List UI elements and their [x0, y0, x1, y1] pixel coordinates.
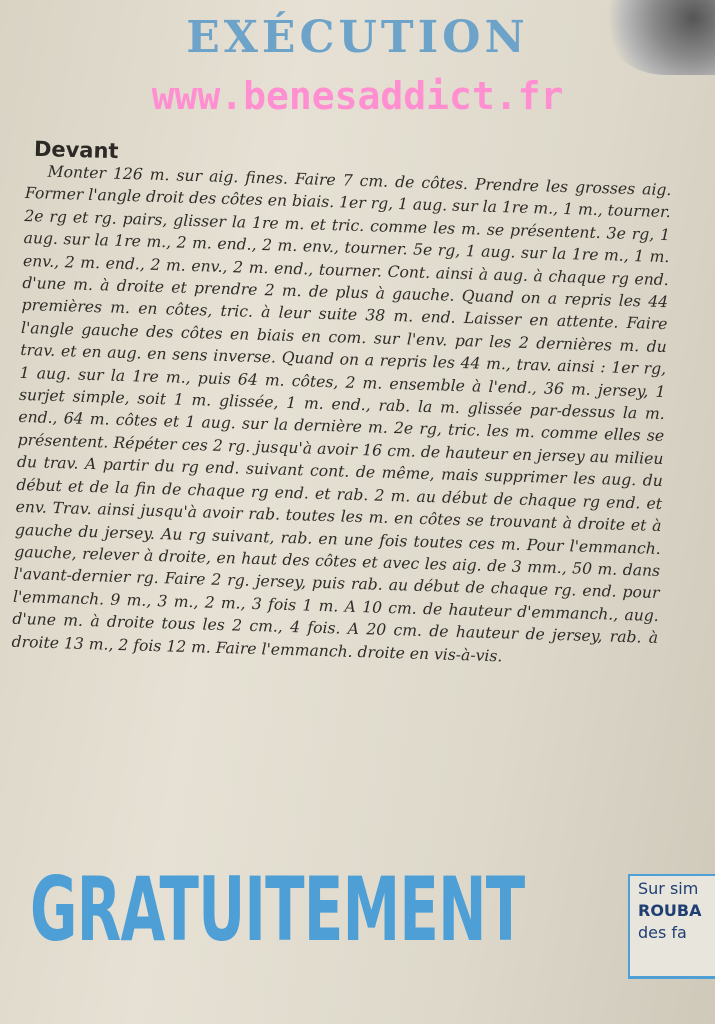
section-heading: Devant: [33, 136, 119, 164]
section-title: EXÉCUTION: [186, 12, 529, 63]
side-box-line-2: ROUBA: [638, 901, 702, 920]
instructions-text: [11, 160, 671, 672]
side-box: [628, 874, 715, 979]
side-box-line-1: Sur sim: [638, 879, 699, 898]
instructions-paragraph: Monter 126 m. sur aig. fines. Faire 7 cm. de côtes. Prendre les grosses aig. Former l'angle droit des côtes en biais. 1er rg, 1 aug. sur la 1re m., 1 m., tourner. 2e rg et rg. pairs, glisser la 1re m. et tric. comme les m. se présentent. 3e rg, 1 aug. sur la 1re m., 2 m. end., 2 m. env., tourner. 5e rg, 1 aug. sur la 1re m., 1 m. env., 2 m. end., 2 m. env., 2 m. end., tourner. Cont. ainsi à aug. à chaque rg end. d'une m. à droite et prendre 2 m. de plus à gauche. Quand on a repris les 44 premières m. en côtes, tric. à leur suite 38 m. end. Laisser en attente. Faire l'angle gauche des côtes en biais en com. sur l'env. par les 2 dernières m. du trav. et en aug. en sens inverse. Quand on a repris les 44 m., trav. ainsi : 1er rg, 1 aug. sur la 1re m., puis 64 m. côtes, 2 m. ensemble à l'end., 36 m. jersey, 1 surjet simple, soit 1 m. glissée, 1 m. end., rab. la m. glissée par-dessus la m. end., 64 m. côtes et 1 aug. sur la dernière m. 2e rg, tric. les m. comme elles se présentent. Répéter ces 2 rg. jusqu'à avoir 16 cm. de hauteur en jersey au milieu du trav. A partir du rg end. suivant cont. de même, mais supprimer les aug. du début et de la fin de chaque rg end. et rab. 2 m. au début de chaque rg end. et env. Trav. ainsi jusqu'à avoir rab. toutes les m. en côtes se trouvant à droite et à gauche du jersey. Au rg suivant, rab. en une fois toutes ces m. Pour l'emmanch. gauche, relever à droite, en haut des côtes et avec les aig. de 3 mm., 50 m. dans l'avant-dernier rg. Faire 2 rg. jersey, puis rab. au début de chaque rg. end. pour l'emmanch. 9 m., 3 m., 2 m., 3 fois 1 m. A 10 cm. de hauteur d'emmanch., aug. d'une m. à droite tous les 2 cm., 4 fois. A 20 cm. de hauteur de jersey, rab. à droite 13 m., 2 fois 12 m. Faire l'emmanch. droite en vis-à-vis.: [11, 162, 672, 665]
side-box-line-3: des fa: [638, 923, 687, 942]
banner-gratuitement: GRATUITEMENT: [30, 858, 525, 961]
watermark-url[interactable]: www.benesaddict.fr: [151, 74, 564, 118]
